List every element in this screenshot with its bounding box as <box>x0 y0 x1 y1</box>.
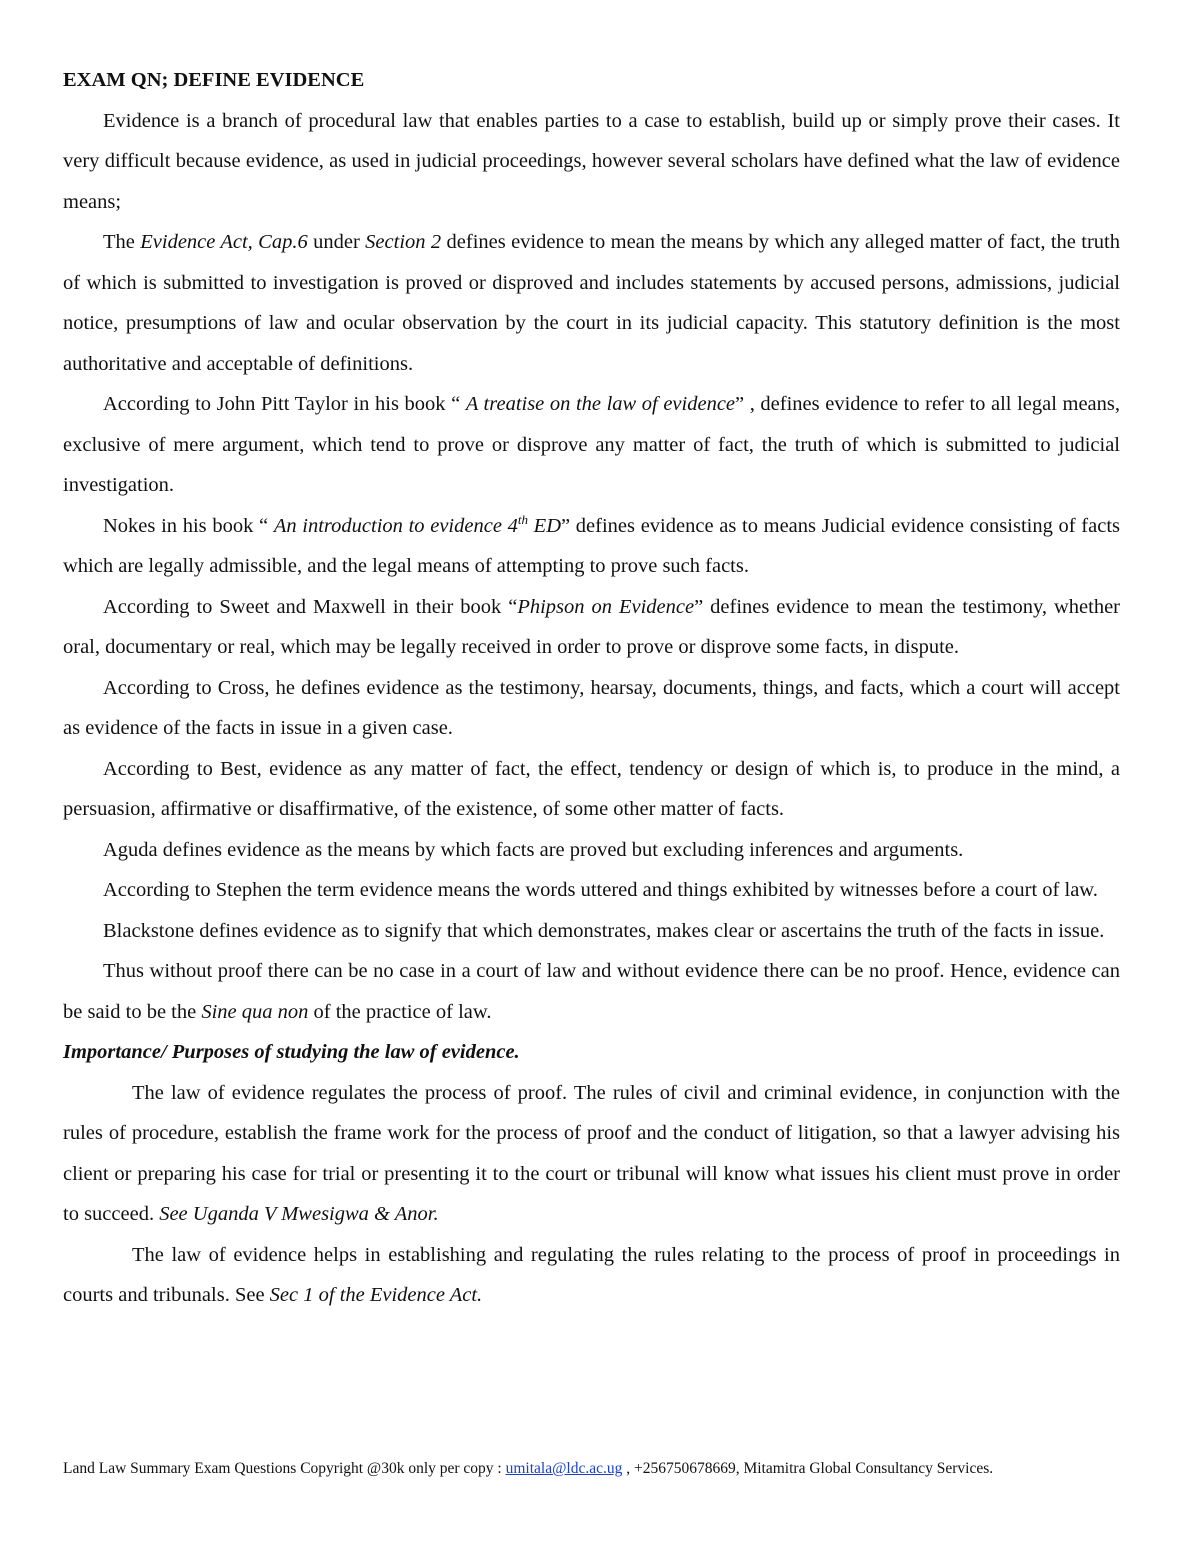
paragraph-rules-of-proof: The law of evidence helps in establishing and regulating the rules relating to the process of proof in proceedings in courts and tribunals. See Sec 1 of the Evidence Act. <box>63 1243 1120 1306</box>
page-footer <box>63 1459 1120 1479</box>
section-subheading: Importance/ Purposes of studying the law of evidence. <box>63 1041 520 1063</box>
paragraph-regulates-proof: The law of evidence regulates the process of proof. The rules of civil and criminal evidence, in conjunction with the rules of procedure, establish the frame work for the process of proof and the conduct of litigation, so that a lawyer advising his client or preparing his case for trial or presenting it to the court or tribunal will know what issues his client must prove in order to succeed. See Uganda V Mwesigwa & Anor. <box>63 1081 1120 1225</box>
paragraph-stephen: According to Stephen the term evidence means the words uttered and things exhibited by witnesses before a court of law. <box>103 879 1098 901</box>
paragraph-sweet-maxwell: According to Sweet and Maxwell in their book “Phipson on Evidence” defines evidence to mean the testimony, whether oral, documentary or real, which may be legally received in order to prove or disprove some facts, in dispute. <box>63 595 1120 658</box>
paragraph-aguda: Aguda defines evidence as the means by which facts are proved but excluding inferences and arguments. <box>103 838 964 861</box>
paragraph-evidence-act: The Evidence Act, Cap.6 under Section 2 defines evidence to mean the means by which any alleged matter of fact, the truth of which is submitted to investigation is proved or disproved and includes statements by accused persons, admissions, judicial notice, presumptions of law and ocular observation by the court in its judicial capacity. This statutory definition is the most authoritative and acceptable of definitions. <box>63 231 1120 375</box>
paragraph-cross: According to Cross, he defines evidence as the testimony, hearsay, documents, things, and facts, which a court will accept as evidence of the facts in issue in a given case. <box>63 676 1120 739</box>
paragraph-taylor: According to John Pitt Taylor in his book “ A treatise on the law of evidence” , defines evidence to refer to all legal means, exclusive of mere argument, which tend to prove or disprove any matter of fact, the truth of which is submitted to judicial investigation. <box>63 393 1120 496</box>
paragraph-nokes: Nokes in his book “ An introduction to evidence 4th ED” defines evidence as to means Judicial evidence consisting of facts which are legally admissible, and the legal means of attempting to prove such facts. <box>63 511 1120 577</box>
footer-contact-text: , +256750678669, Mitamitra Global Consultancy Services. <box>622 1460 994 1477</box>
page-heading: EXAM QN; DEFINE EVIDENCE <box>63 69 365 91</box>
paragraph-intro: Evidence is a branch of procedural law that enables parties to a case to establish, build up or simply prove their cases. It very difficult because evidence, as used in judicial proceedings, however several scholars have defined what the law of evidence means; <box>63 109 1120 213</box>
footer-email-link[interactable]: umitala@ldc.ac.ug <box>505 1460 623 1477</box>
paragraph-blackstone: Blackstone defines evidence as to signify that which demonstrates, makes clear or ascertains the truth of the facts in issue. <box>103 919 1105 942</box>
document-body <box>63 60 1120 1316</box>
paragraph-conclusion: Thus without proof there can be no case in a court of law and without evidence there can be no proof. Hence, evidence can be said to be the Sine qua non of the practice of law. <box>63 960 1120 1023</box>
footer-text: Land Law Summary Exam Questions Copyright @30k only per copy : <box>63 1460 506 1477</box>
paragraph-best: According to Best, evidence as any matter of fact, the effect, tendency or design of which is, to produce in the mind, a persuasion, affirmative or disaffirmative, of the existence, of some other matter of facts. <box>63 757 1120 820</box>
